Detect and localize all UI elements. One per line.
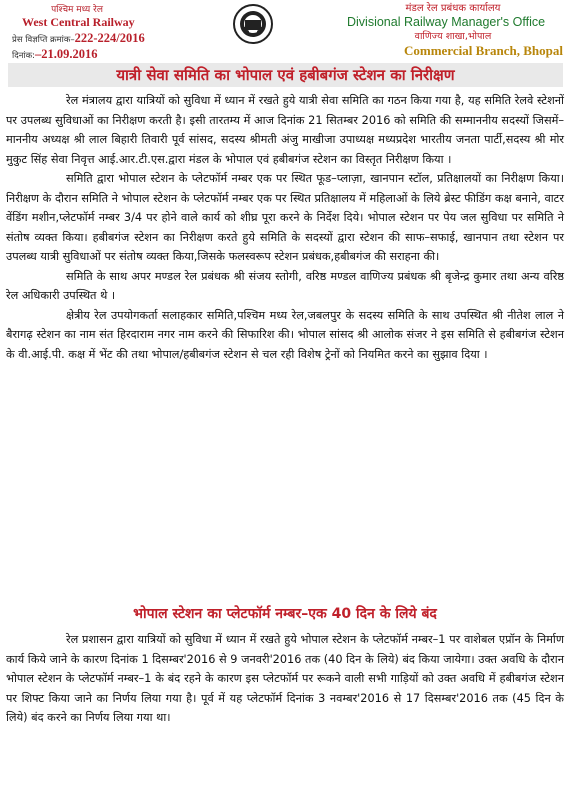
header-left [12,2,212,62]
paragraph: क्षेत्रीय रेल उपयोगकर्ता सलाहकार समिति,पश्चिम मध्य रेल,जबलपुर के सदस्य समिति के साथ उपस्थित श्री नीतेश लाल ने बैरागढ़ स्टेशन का नाम संत हिरदाराम नगर नाम करने की सिफारिश की। भोपाल सांसद श्री आलोक संजर ने इस समिति से हबीबगंज स्टेशन के वी.आई.पी. कक्ष में भेंट की तथा भोपाल/हबीबगंज स्टेशन से चल रही विशेष ट्रेनों को नियमित करने का सुझाव दिया । [6,308,564,361]
branch-name-english: Commercial Branch, Bhopal [403,43,563,58]
press-release-number [12,31,212,46]
paragraph: समिति द्वारा भोपाल स्टेशन के प्लेटफॉर्म नम्बर एक पर स्थित फूड–प्लाज़ा, खानपान स्टॉल, प्रतिक्षालयों का निरीक्षण किया। निरीक्षण के दौरान समिति ने भोपाल स्टेशन के प्लेटफॉर्म नम्बर एक पर स्थित प्रतिक्षालय में महिलाओं के लिये ब्रेस्ट फीडिंग कक्ष बनाने, वाटर वेंडिंग मशीन,प्लेटफॉर्म नम्बर 3/4 पर होने वाले कार्य को शीघ्र पूरा करने के निर्देश दिये। भोपाल स्टेशन पर पेय जल सुविधा पर समिति ने संतोष व्यक्त किया। हबीबगंज स्टेशन का निरीक्षण करते हुये समिति के सदस्यों द्वारा स्टेशन की साफ–सफाई, खानपान तथा स्टेशन पर उपलब्ध यात्री सुविधाओं पर संतोष व्यक्त किया,जिसके फलस्वरूप स्टेशन प्रबंधक,हबीबगंज की सराहना की। [6,172,564,263]
sub-headline: भोपाल स्टेशन का प्लेटफॉर्म नम्बर–एक 40 दिन के लिये बंद [133,606,437,622]
office-name-english: Divisional Railway Manager's Office [347,15,546,29]
paragraph: रेल मंत्रालय द्वारा यात्रियों को सुविधा में ध्यान में रखते हुये यात्री सेवा समिति का गठन किया गया है, यह समिति रेलवे स्टेशनों पर उपलब्ध सुविधाओं का निरीक्षण करती है। इसी तारतम्य में आज दिनांक 21 सितम्बर 2016 को समिति की सम्माननीय सदस्यों जिसमें–माननीय अध्यक्ष श्री लाल बिहारी तिवारी पूर्व सांसद, सदस्य श्रीमती अंजु माखीजा उपाध्यक्ष मध्यप्रदेश भारतीय जनता पार्टी,सदस्य श्री मोर मुकुट सिंह सेवा निवृत्त आई.आर.टी.एस.द्वारा मंडल के भोपाल एवं हबीबगंज स्टेशन का विस्तृत निरीक्षण किया । [6,94,564,166]
section-two-body [6,630,564,728]
railway-name-hindi: पश्चिम मध्य रेल [51,5,103,15]
main-headline: यात्री सेवा समिति का भोपाल एवं हबीबगंज स्टेशन का निरीक्षण [8,63,563,87]
railway-name-english: West Central Railway [22,15,135,29]
indian-railways-logo [232,3,274,45]
paragraph: रेल प्रशासन द्वारा यात्रियों को सुविधा में ध्यान में रखते हुये भोपाल स्टेशन के प्लेटफॉर्म नम्बर–1 पर वाशेबल एप्रॉन के निर्माण कार्य किये जाने के कारण दिनांक 1 दिसम्बर'2016 से 9 जनवरी'2016 तक (40 दिन के लिये) बंद किया जायेगा। उक्त अवधि के दौरान भोपाल स्टेशन के प्लेटफॉर्म नम्बर–1 के बंद रहने के कारण इस प्लेटफॉर्म पर रूकने वाली सभी गाड़ियों को उक्त अवधि में हबीबगंज स्टेशन पर शिफ्ट किया जाने का निर्णय लिया गया है। पूर्व में यह प्लेटफॉर्म दिनांक 3 नवम्बर'2016 से 17 दिसम्बर'2016 तक (45 दिन के लिये) बंद करने का निर्णय लिया गया था। [6,633,564,724]
branch-name-hindi: वाणिज्य शाखा,भोपाल [414,31,492,42]
header-right [303,0,563,59]
release-date [12,47,212,62]
press-release-value: 222-224/2016 [74,31,145,45]
paragraph: समिति के साथ अपर मण्डल रेल प्रबंधक श्री संजय स्तोगी, वरिष्ठ मण्डल वाणिज्य प्रबंधक श्री बृजेन्द्र कुमार तथा अन्य वरिष्ठ रेल अधिकारी उपस्थित थे । [6,269,564,302]
section-one-body [6,91,564,364]
date-label: दिनांक: [12,51,36,61]
press-release-label: प्रेस विज्ञप्ति क्रमांक– [12,35,75,45]
date-value: –21.09.2016 [35,47,98,61]
office-name-hindi: मंडल रेल प्रबंधक कार्यालय [405,3,501,14]
